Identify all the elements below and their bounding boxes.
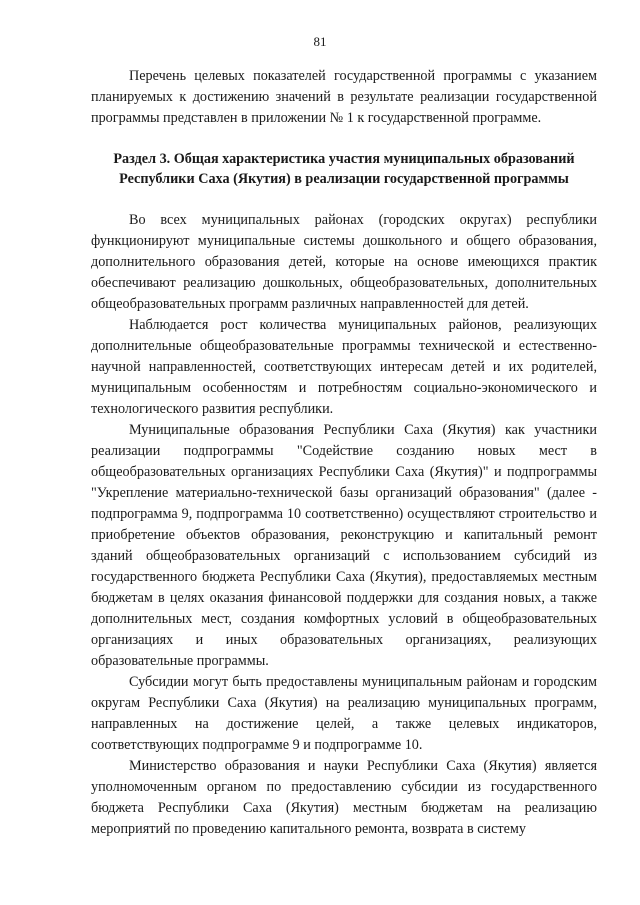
body-paragraph-3: Муниципальные образования Республики Саха (Якутия) как участники реализации подпрограммы "Содействие созданию новых мест в общеобразовательных организациях Республики Саха (Якутия)" и подпрограммы "Укрепление материально-технической базы организаций образования" (далее - подпрограмма 9, подпрограмма 10 соответственно) осуществляют строительство и приобретение объектов образования, реконструкцию и капитальный ремонт зданий общеобразовательных организаций с использованием субсидий из государственного бюджета Республики Саха (Якутия), предоставляемых местным бюджетам в целях оказания финансовой поддержки для создания новых, а также дополнительных мест, создания комфортных условий в общеобразовательных организациях и иных образовательных организациях, реализующих образовательные программы. [91,422,597,669]
page-number: 81 [313,34,327,49]
intro-paragraph: Перечень целевых показателей государственной программы с указанием планируемых к достижению значений в результате реализации государственной программы представлен в приложении № 1 к государственной программе. [91,68,597,126]
body-paragraph-5: Министерство образования и науки Республики Саха (Якутия) является уполномоченным органом по предоставлению субсидии из государственного бюджета Республики Саха (Якутия) местным бюджетам на реализацию мероприятий по проведению капитального ремонта, возврата в систему [91,758,597,837]
section-heading: Раздел 3. Общая характеристика участия муниципальных образований Республики Саха (Якутия) в реализации государственной программы [113,151,575,187]
body-paragraph-2: Наблюдается рост количества муниципальных районов, реализующих дополнительные общеобразовательные программы технической и естественно-научной направленностей, соответствующих интересам детей и их родителей, муниципальным особенностям и потребностям социально-экономического и технологического развития республики. [91,317,597,417]
body-paragraph-4: Субсидии могут быть предоставлены муниципальным районам и городским округам Республики Саха (Якутия) на реализацию муниципальных программ, направленных на достижение целей, а также целевых индикаторов, соответствующих подпрограмме 9 и подпрограмме 10. [91,674,597,753]
body-paragraph-1: Во всех муниципальных районах (городских округах) республики функционируют муниципальные системы дошкольного и общего образования, дополнительного образования детей, которые на основе имеющихся практик обеспечивают реализацию дошкольных, общеобразовательных, дополнительных общеобразовательных программ различных направленностей для детей. [91,212,597,312]
page-content [91,66,597,840]
